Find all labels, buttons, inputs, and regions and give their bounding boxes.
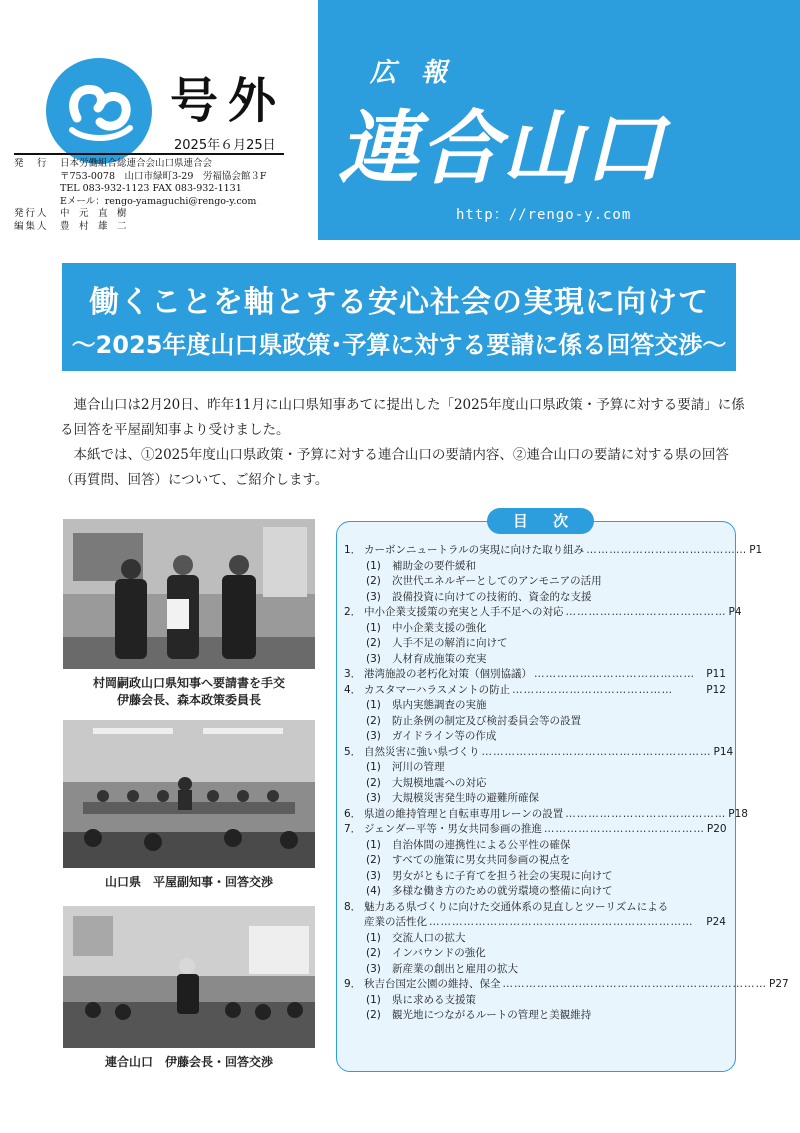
issuer-name: 中 元 直 樹 — [60, 208, 127, 219]
publisher-email[interactable]: Eメール：rengo-yamaguchi@rengo-y.com — [60, 195, 257, 207]
toc-item[interactable]: 5． 自然災害に強い県づくり …………………………………………………… P14 — [344, 745, 726, 761]
toc-subitem[interactable]: (3) 新産業の創出と雇用の拡大 — [366, 962, 518, 975]
toc-subitem[interactable]: (2) 人手不足の解消に向けて — [366, 637, 508, 649]
photo-caption: 連合山口 伊藤会長・回答交渉 — [104, 1055, 273, 1069]
toc-item[interactable]: 8． 魅力ある県づくりに向けた交通体系の見直しとツーリズムによる — [344, 900, 669, 913]
photo-caption: 村岡嗣政山口県知事へ要請書を手交 伊藤会長、森本政策委員長 — [92, 676, 285, 707]
publisher-phone: TEL 083-932-1123 FAX 083-932-1131 — [60, 183, 242, 194]
headline-main: 働くことを軸とする安心社会の実現に向けて — [89, 285, 709, 320]
toc-item[interactable]: 7． ジェンダー平等・男女共同参画の推進 …………………………………… P20 — [344, 822, 726, 838]
toc-subitem[interactable]: (2) 次世代エネルギーとしてのアンモニアの活用 — [366, 575, 602, 587]
toc-subitem[interactable]: (2) 大規模地震への対応 — [366, 776, 487, 789]
toc-list — [344, 543, 789, 1024]
toc-subitem[interactable]: (1) 自治体間の連携性による公平性の確保 — [366, 838, 571, 851]
masthead-subtitle: 広 報 — [370, 58, 456, 88]
toc-page: P20 — [706, 823, 727, 835]
toc-subitem[interactable]: (1) 河川の管理 — [366, 761, 445, 773]
toc-subitem[interactable]: (2) 観光地につながるルートの管理と美観維持 — [366, 1009, 592, 1021]
issue-date: 2025年６月25日 — [174, 138, 276, 153]
toc-item[interactable]: 9． 秋吉台国定公園の維持、保全 …………………………………………………………… P27 — [344, 977, 726, 993]
toc-subitem[interactable]: (2) インバウンドの強化 — [366, 947, 486, 959]
toc-subitem[interactable]: (2) すべての施策に男女共同参画の視点を — [366, 854, 571, 866]
intro-paragraph: 連合山口は2月20日、昨年11月に山口県知事あてに提出した「2025年度山口県政策・予算に対する要請」に係る回答を平屋副知事より受けました。 — [60, 397, 745, 438]
toc-item[interactable]: 1． カーボンニュートラルの実現に向けた取り組み …………………………………… P1 — [344, 543, 726, 559]
intro-text — [60, 393, 750, 493]
toc-subitem[interactable]: (2) 防止条例の制定及び検討委員会等の設置 — [366, 714, 581, 727]
toc-subitem[interactable]: (3) ガイドライン等の作成 — [366, 730, 497, 742]
toc-page: P24 — [706, 916, 726, 928]
editor-label: 編集人 — [14, 220, 49, 232]
toc-page: P14 — [713, 745, 734, 758]
toc-subitem[interactable]: (3) 設備投資に向けての技術的、資金的な支援 — [366, 590, 592, 603]
masthead-title: 連合山口 — [338, 102, 666, 195]
toc-page: P1 — [749, 544, 763, 556]
publisher-value: 日本労働組合総連合会山口県連合会 — [60, 158, 213, 169]
toc-item[interactable]: 6． 県道の維持管理と自転車専用レーンの設置 …………………………………… P18 — [344, 807, 726, 823]
toc-subitem[interactable]: (4) 多様な働き方のための就労環境の整備に向けて — [366, 885, 613, 897]
toc-item[interactable]: 3． 港湾施設の老朽化対策（個別協議） …………………………………… P11 — [344, 667, 726, 683]
toc-page: P12 — [706, 683, 726, 696]
publisher-label: 発 行 — [14, 158, 49, 169]
header-rule — [14, 153, 284, 155]
publisher-address: 〒753-0078 山口市緑町3-29 労福協会館３F — [60, 170, 267, 182]
rengo-logo — [44, 56, 154, 166]
toc-title: 目 次 — [487, 508, 594, 534]
photo-president-meeting — [63, 906, 315, 1048]
toc-item-continued[interactable]: 産業の活性化 …………………………………………………………… P24 — [344, 915, 726, 931]
photo-governor-handover — [63, 519, 315, 669]
toc-item[interactable]: 4． カスタマーハラスメントの防止 …………………………………… P12 — [344, 683, 726, 699]
intro-paragraph: 本紙では、①2025年度山口県政策・予算に対する連合山口の要請内容、②連合山口の要請に対する県の回答（再質問、回答）について、ご紹介します。 — [60, 447, 729, 488]
toc-page: P4 — [728, 606, 742, 618]
issue-type: 号外 — [170, 73, 287, 129]
toc-subitem[interactable]: (1) 補助金の要件緩和 — [366, 559, 476, 572]
website-url[interactable]: http：//rengo-y.com — [456, 207, 632, 223]
toc-subitem[interactable]: (3) 人材育成施策の充実 — [366, 652, 487, 665]
toc-subitem[interactable]: (1) 県に求める支援策 — [366, 993, 476, 1006]
toc-subitem[interactable]: (1) 中小企業支援の強化 — [366, 621, 487, 634]
toc-subitem[interactable]: (3) 大規模災害発生時の避難所確保 — [366, 792, 539, 804]
headline-box — [62, 263, 736, 371]
toc-subitem[interactable]: (3) 男女がともに子育てを担う社会の実現に向けて — [366, 869, 613, 882]
toc-subitem[interactable]: (1) 交流人口の拡大 — [366, 931, 466, 944]
photo-caption: 山口県 平屋副知事・回答交渉 — [104, 875, 273, 889]
toc-page: P27 — [769, 978, 789, 990]
toc-page: P18 — [728, 807, 748, 820]
editor-name: 豊 村 雄 二 — [60, 220, 127, 232]
toc-subitem[interactable]: (1) 県内実態調査の実施 — [366, 699, 487, 711]
headline-sub: ～2025年度山口県政策･予算に対する要請に係る回答交渉～ — [71, 331, 727, 359]
toc-page: P11 — [706, 668, 726, 680]
publisher-info — [14, 158, 304, 233]
toc-item[interactable]: 2． 中小企業支援策の充実と人手不足への対応 …………………………………… P4 — [344, 605, 726, 621]
photo-vice-governor-meeting — [63, 720, 315, 868]
issuer-label: 発行人 — [14, 208, 49, 219]
